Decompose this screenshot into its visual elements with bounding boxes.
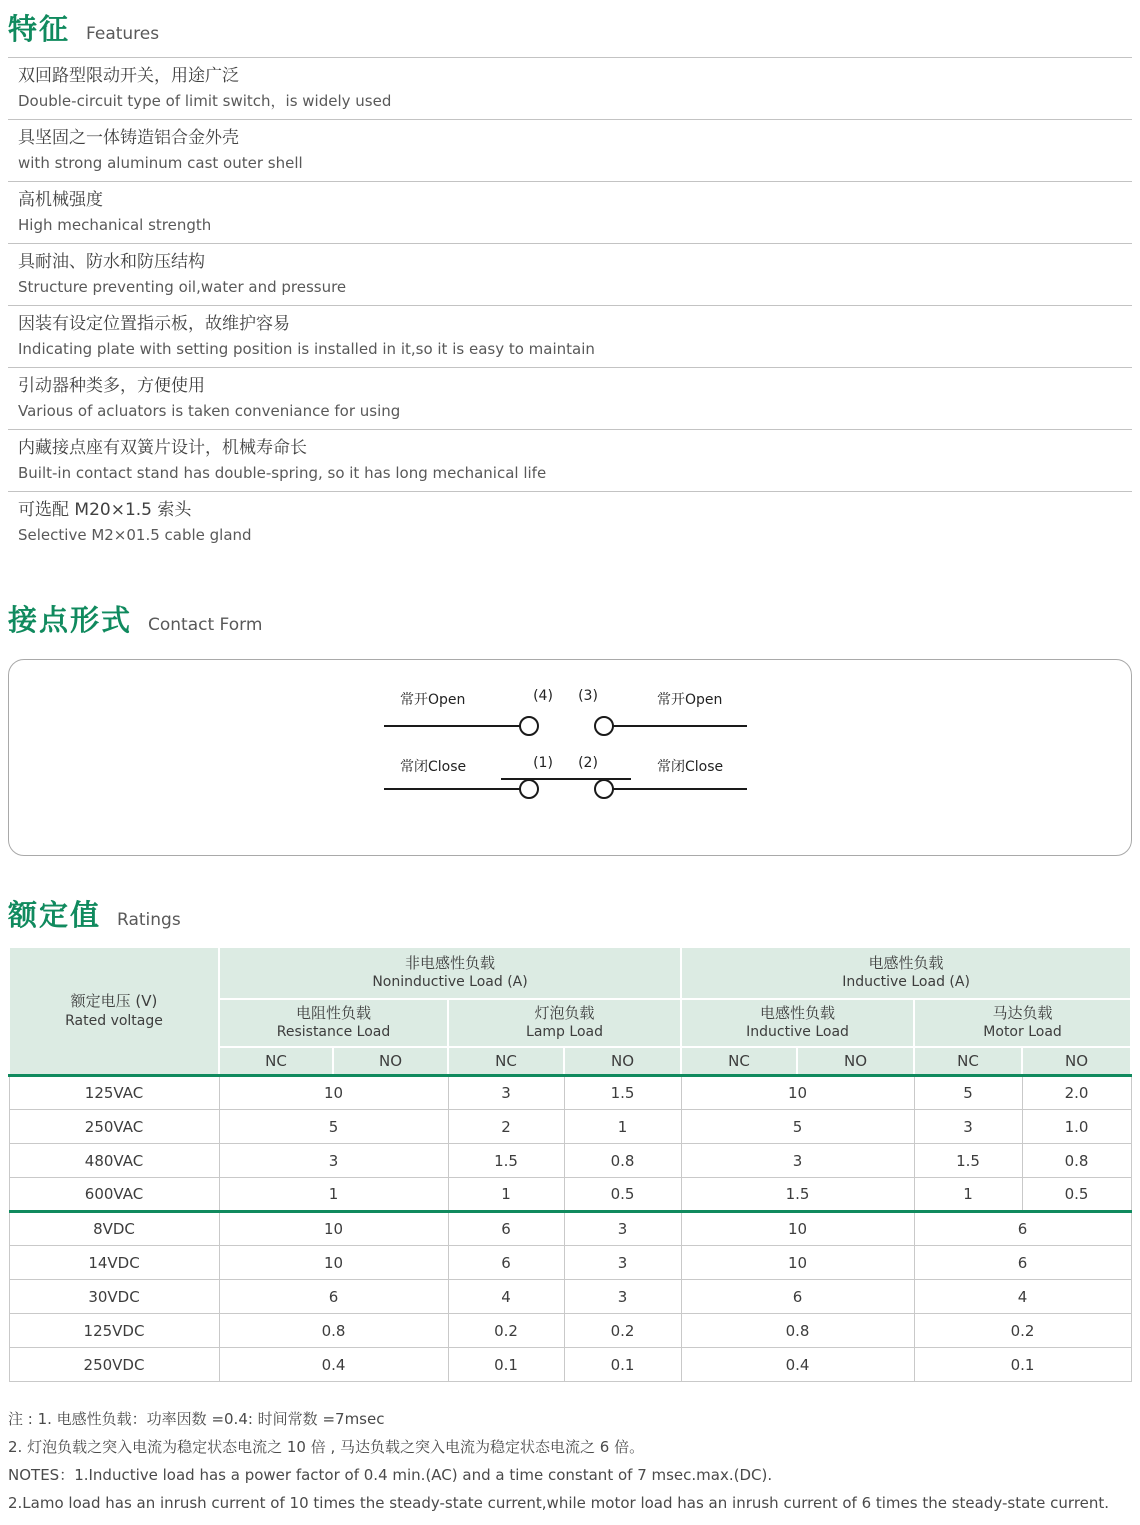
feature-text-en: Various of acluators is taken conveniance for using [18,402,401,421]
feature-text-en: Built-in contact stand has double-spring, so it has long mechanical life [18,464,547,483]
feature-text-cn: 具坚固之一体铸造铝合金外壳 [18,127,239,148]
inductive-no-header: NO [797,1047,914,1076]
terminal-2-circle-icon [595,780,613,798]
terminal-1-label: (1) [533,754,553,771]
table-row [9,1246,1131,1280]
rating-cell: 6 [914,1212,1131,1246]
rating-cell: 0.2 [914,1314,1131,1348]
ratings-title [8,897,1132,932]
rating-cell: 0.8 [219,1314,448,1348]
contact-form-title-cn: 接点形式 [8,602,133,637]
rated-voltage-header-cn: 额定电压 (V) [70,992,158,1011]
rating-cell: 1.0 [1022,1110,1131,1144]
rating-cell: 0.4 [681,1348,914,1382]
rating-cell: 3 [219,1144,448,1178]
voltage-cell: 125VDC [9,1314,219,1348]
rating-cell: 6 [448,1246,564,1280]
inductive-load-group-header [681,947,1131,999]
rating-cell: 1 [219,1178,448,1212]
features-title-cn: 特征 [8,12,71,46]
ratings-title-en: Ratings [117,909,181,930]
rating-cell: 3 [681,1144,914,1178]
table-row [9,1076,1131,1110]
table-row [9,1314,1131,1348]
noninductive-load-group-header-cn: 非电感性负载 [405,953,496,972]
lamp-no-header: NO [564,1047,681,1076]
noninductive-load-group-header-en: Noninductive Load (A) [372,974,528,991]
open-label-left: 常开Open [400,691,466,708]
rating-cell: 4 [914,1280,1131,1314]
rating-cell: 5 [914,1076,1022,1110]
rating-cell: 10 [681,1246,914,1280]
voltage-cell: 250VDC [9,1348,219,1382]
feature-text-en: Structure preventing oil,water and pressure [18,278,347,297]
voltage-cell: 8VDC [9,1212,219,1246]
ratings-table-body [9,1076,1131,1382]
feature-item [8,181,1132,243]
features-title-en: Features [86,24,160,44]
contact-form-section [8,602,1132,856]
open-label-right: 常开Open [657,691,723,708]
ratings-section [8,897,1132,1517]
rating-cell: 10 [219,1246,448,1280]
feature-item [8,119,1132,181]
rating-cell: 3 [448,1076,564,1110]
table-row [9,1110,1131,1144]
feature-text-cn: 引动器种类多，方便使用 [18,375,205,396]
ratings-title-cn: 额定值 [8,897,102,932]
rating-cell: 0.8 [681,1314,914,1348]
feature-item [8,491,1132,553]
rating-cell: 1.5 [681,1178,914,1212]
feature-text-cn: 具耐油、防水和防压结构 [18,251,205,272]
features-title [8,14,1132,46]
terminal-2-label: (2) [578,754,598,771]
note-line-4: 2.Lamo load has an inrush current of 10 times the steady-state current,while motor load has an inrush current of 6 times the steady-state current. [8,1494,1110,1513]
inductive-load-group-header-en: Inductive Load (A) [842,974,970,991]
rating-cell: 0.5 [564,1178,681,1212]
note-line-1: 注 : 1. 电感性负载：功率因数 =0.4: 时间常数 =7msec [8,1410,385,1429]
rating-cell: 0.2 [448,1314,564,1348]
rating-cell: 10 [681,1076,914,1110]
feature-text-en: with strong aluminum cast outer shell [18,154,303,173]
rated-voltage-header-en: Rated voltage [65,1012,163,1029]
motor-no-header: NO [1022,1047,1131,1076]
rating-cell: 0.1 [564,1348,681,1382]
rating-cell: 6 [914,1246,1131,1280]
table-row [9,1280,1131,1314]
rating-cell: 3 [914,1110,1022,1144]
rating-cell: 1.5 [914,1144,1022,1178]
rating-cell: 0.8 [564,1144,681,1178]
rating-cell: 1.5 [564,1076,681,1110]
rating-cell: 2 [448,1110,564,1144]
table-row [9,1348,1131,1382]
contact-form-title-en: Contact Form [148,614,263,635]
feature-text-cn: 高机械强度 [18,189,103,210]
motor-load-header-en: Motor Load [983,1024,1062,1041]
rating-cell: 1.5 [448,1144,564,1178]
resistance-no-header: NO [333,1047,448,1076]
rating-cell: 0.1 [448,1348,564,1382]
inductive-load-header-en: Inductive Load [746,1024,849,1041]
ratings-table [8,946,1132,1383]
feature-text-cn: 双回路型限动开关，用途广泛 [18,65,239,86]
lamp-load-header [448,999,681,1047]
voltage-cell: 250VAC [9,1110,219,1144]
rating-cell: 0.4 [219,1348,448,1382]
inductive-load-header [681,999,914,1047]
rating-cell: 10 [219,1212,448,1246]
contact-form-title [8,602,1132,637]
motor-load-header [914,999,1131,1047]
rating-cell: 3 [564,1246,681,1280]
note-line-3: NOTES：1.Inductive load has a power factor of 0.4 min.(AC) and a time constant of 7 msec.max.(DC). [8,1466,773,1485]
features-list [8,57,1132,553]
voltage-cell: 14VDC [9,1246,219,1280]
lamp-load-header-en: Lamp Load [526,1024,603,1041]
feature-text-cn: 内藏接点座有双簧片设计，机械寿命长 [18,437,307,458]
terminal-1-circle-icon [520,780,538,798]
terminal-4-circle-icon [520,717,538,735]
rating-cell: 2.0 [1022,1076,1131,1110]
inductive-load-group-header-cn: 电感性负载 [868,953,944,972]
rating-cell: 10 [219,1076,448,1110]
table-row [9,1144,1131,1178]
feature-text-en: Double-circuit type of limit switch，is widely used [18,92,392,111]
terminal-3-label: (3) [578,687,598,704]
feature-item [8,243,1132,305]
contact-circuit-diagram [9,660,1127,856]
ratings-notes [8,1405,1132,1517]
features-section [8,14,1132,553]
motor-load-header-cn: 马达负载 [992,1003,1053,1022]
note-line-2: 2. 灯泡负载之突入电流为稳定状态电流之 10 倍 , 马达负载之突入电流为稳定状态电流之 6 倍。 [8,1438,645,1457]
rating-cell: 3 [564,1280,681,1314]
resistance-load-header-cn: 电阻性负载 [295,1003,371,1022]
rating-cell: 0.5 [1022,1178,1131,1212]
feature-item [8,57,1132,119]
feature-item [8,429,1132,491]
table-row [9,1178,1131,1212]
rating-cell: 5 [681,1110,914,1144]
voltage-cell: 480VAC [9,1144,219,1178]
inductive-load-header-cn: 电感性负载 [760,1003,836,1022]
rating-cell: 1 [564,1110,681,1144]
feature-text-en: Selective M2×01.5 cable gland [18,526,252,545]
terminal-4-label: (4) [533,687,553,704]
rating-cell: 6 [448,1212,564,1246]
rating-cell: 6 [681,1280,914,1314]
rating-cell: 1 [914,1178,1022,1212]
voltage-cell: 600VAC [9,1178,219,1212]
rating-cell: 3 [564,1212,681,1246]
noninductive-load-group-header [219,947,681,999]
rating-cell: 1 [448,1178,564,1212]
rating-cell: 10 [681,1212,914,1246]
voltage-cell: 30VDC [9,1280,219,1314]
inductive-nc-header: NC [681,1047,797,1076]
resistance-nc-header: NC [219,1047,333,1076]
lamp-nc-header: NC [448,1047,564,1076]
resistance-load-header [219,999,448,1047]
close-label-right: 常闭Close [657,758,724,775]
rating-cell: 0.2 [564,1314,681,1348]
rating-cell: 0.1 [914,1348,1131,1382]
feature-item [8,367,1132,429]
table-row [9,1212,1131,1246]
voltage-cell: 125VAC [9,1076,219,1110]
rating-cell: 4 [448,1280,564,1314]
rated-voltage-header [9,947,219,1076]
feature-text-en: High mechanical strength [18,216,212,235]
feature-text-en: Indicating plate with setting position is installed in it,so it is easy to maintain [18,340,595,359]
contact-form-box [8,659,1132,856]
terminal-3-circle-icon [595,717,613,735]
feature-item [8,305,1132,367]
lamp-load-header-cn: 灯泡负载 [534,1003,595,1022]
rating-cell: 0.8 [1022,1144,1131,1178]
rating-cell: 5 [219,1110,448,1144]
motor-nc-header: NC [914,1047,1022,1076]
close-label-left: 常闭Close [400,758,467,775]
feature-text-cn: 因装有设定位置指示板，故维护容易 [18,313,290,334]
feature-text-cn: 可选配 M20×1.5 索头 [18,499,192,520]
rating-cell: 6 [219,1280,448,1314]
resistance-load-header-en: Resistance Load [276,1024,391,1041]
